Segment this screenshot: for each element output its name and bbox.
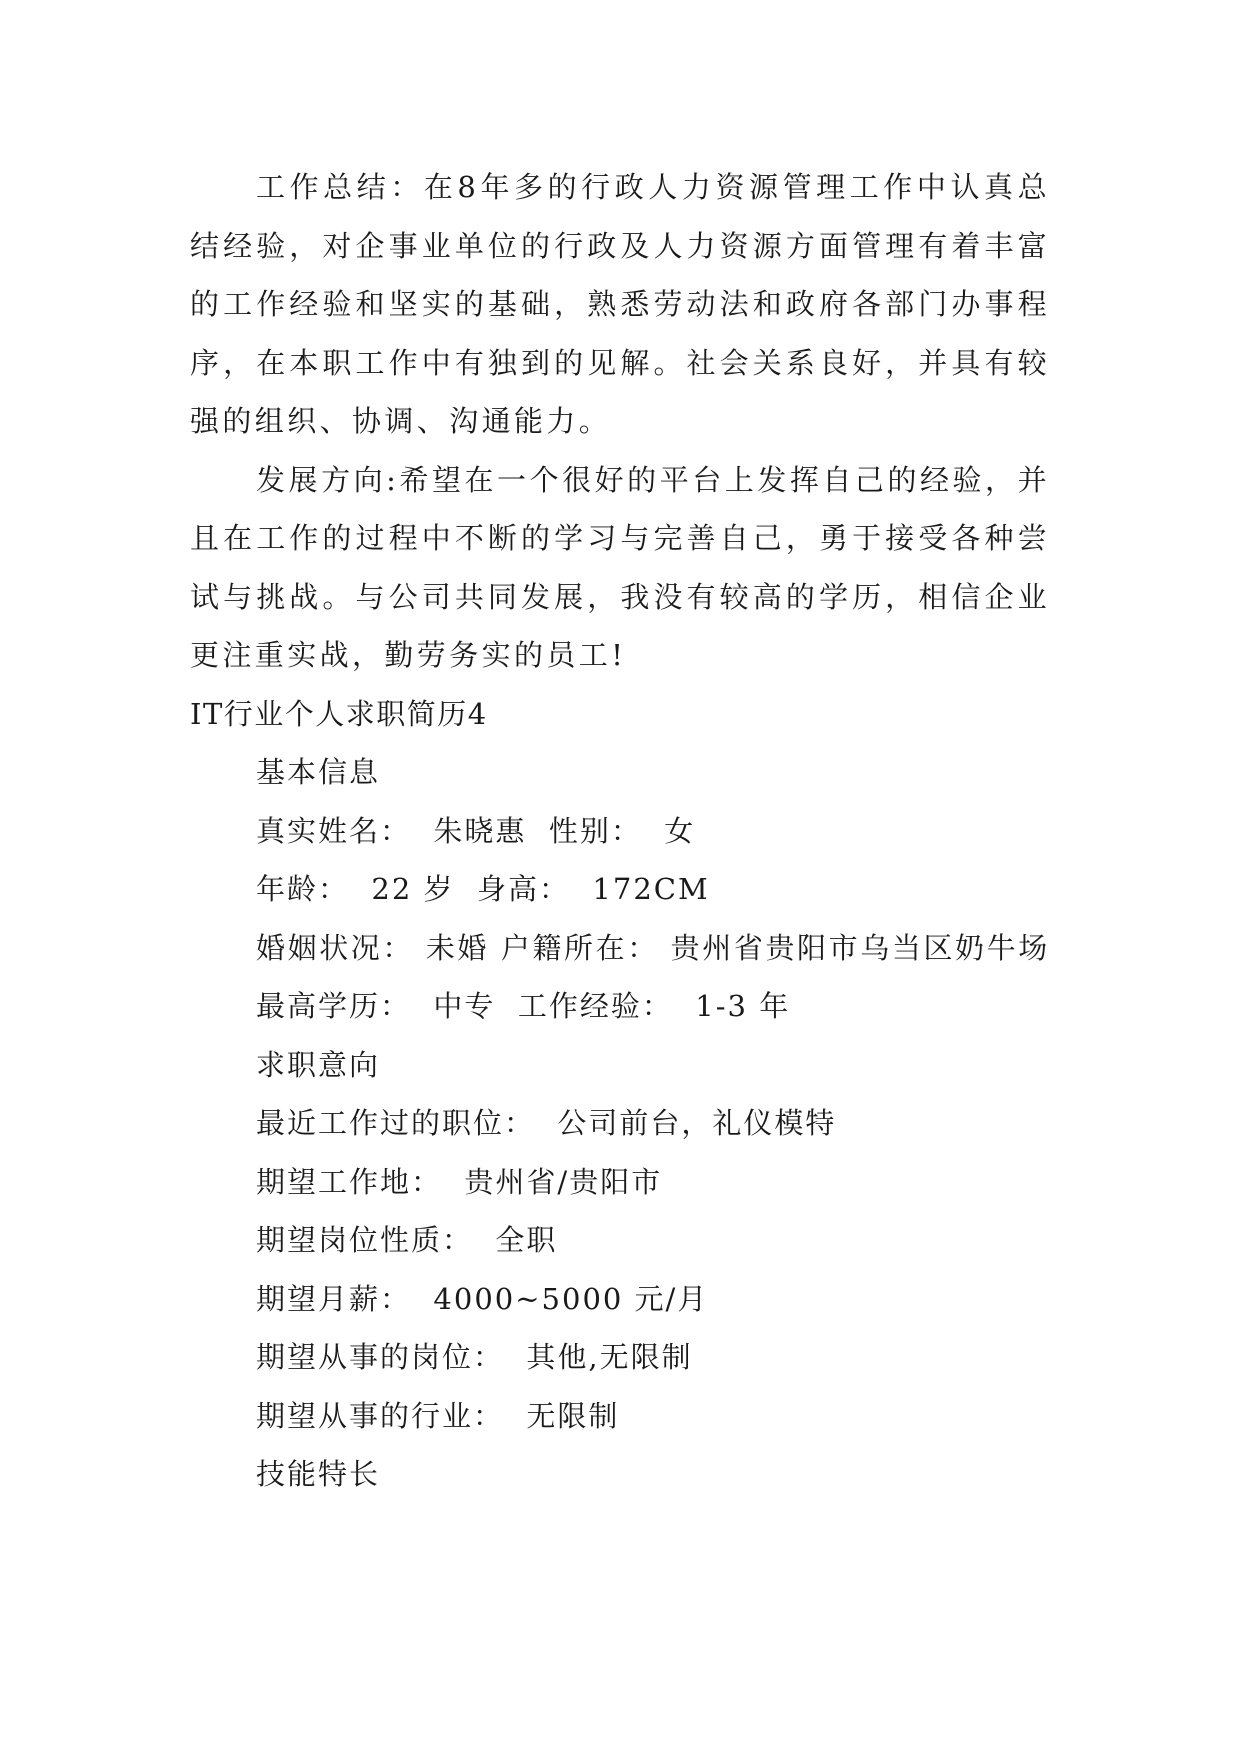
expected-industry-line: 期望从事的行业： 无限制 — [256, 1398, 620, 1433]
education-experience-line: 最高学历： 中专 工作经验： 1-3 年 — [256, 989, 791, 1023]
name-gender-line: 真实姓名： 朱晓惠 性别： 女 — [256, 813, 696, 848]
expected-position-line: 期望从事的岗位： 其他,无限制 — [256, 1340, 693, 1374]
marital-hukou-line: 婚姻状况： 未婚 户籍所在： 贵州省贵阳市乌当区奶牛场 — [256, 930, 1050, 965]
basic-info-heading: 基本信息 — [256, 755, 381, 789]
work-summary-paragraph: 工作总结：在8年多的行政人力资源管理工作中认真总结经验，对企事业单位的行政及人力资源方面管理有着丰富的工作经验和坚实的基础，熟悉劳动法和政府各部门办事程序，在本职工作中有独到的见解。社会关系良好，并具有较强的组织、协调、沟通能力。 — [190, 170, 1050, 438]
recent-position-line: 最近工作过的职位： 公司前台，礼仪模特 — [256, 1106, 837, 1140]
job-intent-heading: 求职意向 — [256, 1047, 381, 1082]
age-height-line: 年龄： 22 岁 身高： 172CM — [256, 872, 710, 906]
skills-heading: 技能特长 — [256, 1457, 381, 1491]
document-page — [190, 158, 1050, 1504]
expected-location-line: 期望工作地： 贵州省/贵阳市 — [256, 1164, 663, 1199]
resume-title: IT行业个人求职简历4 — [190, 696, 488, 731]
development-direction-paragraph: 发展方向:希望在一个很好的平台上发挥自己的经验，并且在工作的过程中不断的学习与完善自己，勇于接受各种尝试与挑战。与公司共同发展，我没有较高的学历，相信企业更注重实战，勤劳务实的员工! — [190, 462, 1050, 672]
expected-salary-line: 期望月薪： 4000~5000 元/月 — [256, 1281, 709, 1316]
expected-job-type-line: 期望岗位性质： 全职 — [256, 1223, 558, 1257]
